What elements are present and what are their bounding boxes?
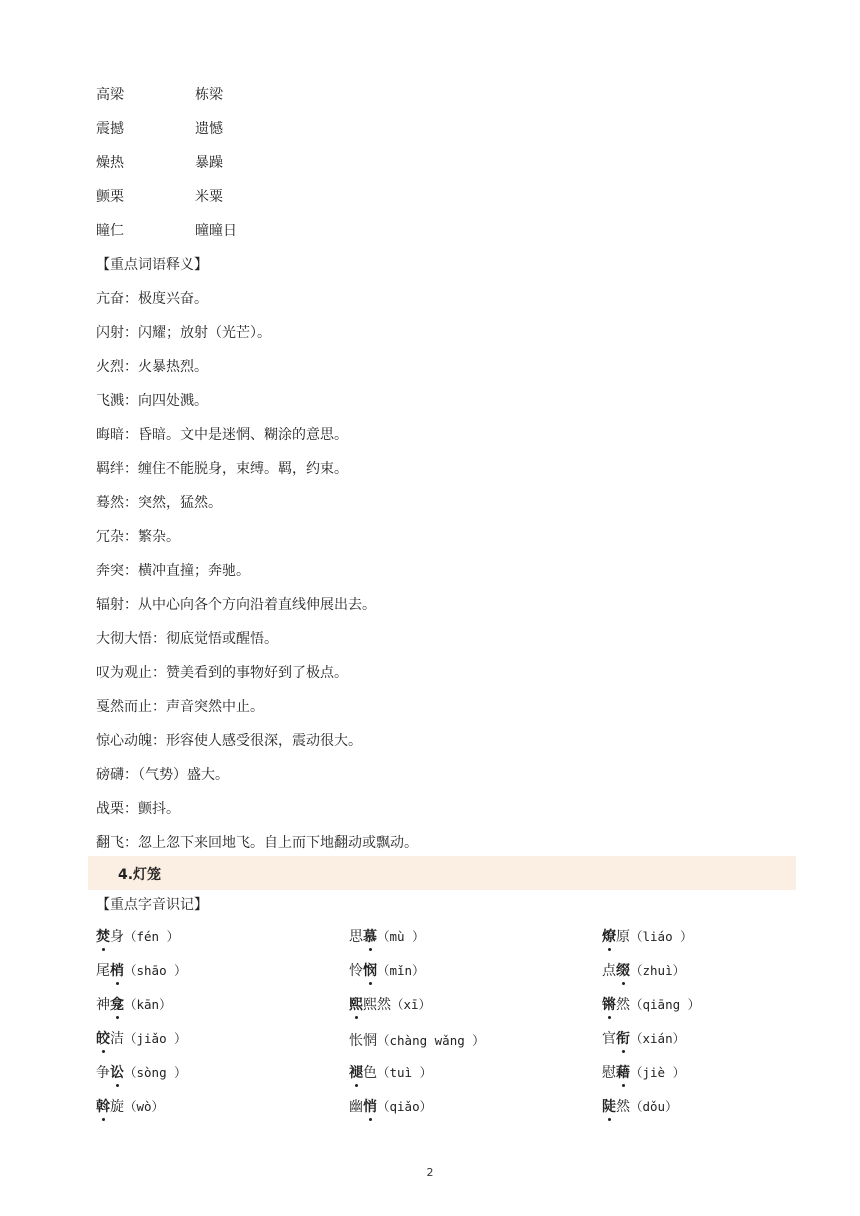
key-character: 熙: [349, 994, 363, 1016]
key-character: 梢: [110, 960, 124, 982]
pinyin-reading: （chàng wǎng ）: [377, 1033, 485, 1048]
pinyin-entry: [602, 960, 685, 982]
entry-suffix: 色: [363, 1065, 377, 1081]
entry-prefix: 幽: [349, 1099, 363, 1115]
key-character: 褪: [349, 1062, 363, 1084]
entry-prefix: 怜: [349, 963, 363, 979]
definition-item: 大彻大悟：彻底觉悟或醒悟。: [96, 631, 278, 647]
pinyin-row: [96, 1096, 796, 1120]
key-character: 悯: [363, 960, 377, 982]
word-b: 栋梁: [195, 87, 223, 103]
entry-suffix: 然: [616, 1099, 630, 1115]
word-a: 颤栗: [96, 189, 124, 205]
definitions-heading: 【重点词语释义】: [96, 257, 208, 273]
entry-prefix: 慰: [602, 1065, 616, 1081]
entry-prefix: 尾: [96, 963, 110, 979]
pinyin-entry: [96, 1096, 164, 1118]
pinyin-reading: （tuì ）: [377, 1065, 433, 1080]
entry-prefix: 争: [96, 1065, 110, 1081]
word-b: 米粟: [195, 189, 223, 205]
definition-item: 火烈：火暴热烈。: [96, 359, 208, 375]
key-character: 燎: [602, 926, 616, 948]
pinyin-reading: （jiǎo ）: [124, 1031, 187, 1046]
pinyin-reading: （mǐn）: [377, 963, 425, 978]
key-character: 悄: [363, 1096, 377, 1118]
entry-prefix: 点: [602, 963, 616, 979]
key-character: 皎: [96, 1028, 110, 1050]
pinyin-reading: （dǒu）: [630, 1099, 678, 1114]
definition-item: 翻飞：忽上忽下来回地飞。自上而下地翻动或飘动。: [96, 835, 418, 851]
pinyin-entry: [602, 1028, 685, 1050]
pinyin-entry: [96, 994, 172, 1016]
pinyin-entry: [96, 960, 187, 982]
entry-suffix: 身: [110, 929, 124, 945]
entry-prefix: 思: [349, 929, 363, 945]
pinyin-entry: [96, 1028, 187, 1050]
key-character: 焚: [96, 926, 110, 948]
pinyin-entry: [96, 1062, 187, 1084]
word-b: 遗憾: [195, 121, 223, 137]
word-a: 瞳仁: [96, 223, 124, 239]
definition-item: 晦暗：昏暗。文中是迷惘、糊涂的意思。: [96, 427, 348, 443]
pinyin-entry: [349, 926, 425, 948]
key-character: 慕: [363, 926, 377, 948]
entry-suffix: 洁: [110, 1031, 124, 1047]
pinyin-reading: （liáo ）: [630, 929, 693, 944]
word-b: 暴躁: [195, 155, 223, 171]
definition-item: 亢奋：极度兴奋。: [96, 291, 208, 307]
pinyin-entry: [349, 960, 425, 982]
entry-suffix: 怅惘: [349, 1033, 377, 1049]
entry-suffix: 旋: [110, 1099, 124, 1115]
section-title: 4.灯笼: [118, 867, 162, 883]
pinyin-row: [96, 1028, 796, 1052]
definition-item: 战栗：颤抖。: [96, 801, 180, 817]
pinyin-entry: [602, 994, 700, 1016]
definition-item: 叹为观止：赞美看到的事物好到了极点。: [96, 665, 348, 681]
definition-item: 奔突：横冲直撞；奔驰。: [96, 563, 250, 579]
pinyin-reading: （mù ）: [377, 929, 425, 944]
entry-suffix: 熙然: [363, 997, 391, 1013]
entry-suffix: 然: [616, 997, 630, 1013]
pinyin-row: [96, 1062, 796, 1086]
key-character: 藉: [616, 1062, 630, 1084]
key-character: 陡: [602, 1096, 616, 1118]
word-a: 震撼: [96, 121, 124, 137]
pinyin-reading: （qiāng ）: [630, 997, 701, 1012]
definition-item: 惊心动魄：形容使人感受很深，震动很大。: [96, 733, 362, 749]
section-header-bar: [88, 856, 796, 890]
pinyin-reading: （fén ）: [124, 929, 180, 944]
pinyin-reading: （sòng ）: [124, 1065, 187, 1080]
pinyin-row: [96, 994, 796, 1018]
pinyin-reading: （xián）: [630, 1031, 686, 1046]
pinyin-heading: 【重点字音识记】: [96, 897, 208, 913]
pinyin-reading: （xī）: [391, 997, 432, 1012]
entry-prefix: 神: [96, 997, 110, 1013]
key-character: 锵: [602, 994, 616, 1016]
pinyin-entry: [349, 1096, 432, 1118]
key-character: 龛: [110, 994, 124, 1016]
definition-item: 羁绊：缠住不能脱身，束缚。羁，约束。: [96, 461, 348, 477]
definition-item: 戛然而止：声音突然中止。: [96, 699, 264, 715]
pinyin-reading: （qiǎo）: [377, 1099, 433, 1114]
pinyin-row: [96, 926, 796, 950]
definition-item: 辐射：从中心向各个方向沿着直线伸展出去。: [96, 597, 376, 613]
pinyin-reading: （zhuì）: [630, 963, 686, 978]
key-character: 衔: [616, 1028, 630, 1050]
page-number: 2: [426, 1166, 434, 1179]
pinyin-entry: [349, 994, 431, 1016]
word-a: 高梁: [96, 87, 124, 103]
definition-item: 闪射：闪耀；放射（光芒）。: [96, 325, 271, 341]
pinyin-entry: [602, 1096, 678, 1118]
entry-suffix: 原: [616, 929, 630, 945]
definition-item: 冗杂：繁杂。: [96, 529, 180, 545]
pinyin-reading: （jiè ）: [630, 1065, 686, 1080]
word-a: 燥热: [96, 155, 124, 171]
pinyin-reading: （wò）: [124, 1099, 165, 1114]
key-character: 讼: [110, 1062, 124, 1084]
entry-prefix: 官: [602, 1031, 616, 1047]
pinyin-row: [96, 960, 796, 984]
key-character: 斡: [96, 1096, 110, 1118]
pinyin-reading: （kān）: [124, 997, 172, 1012]
pinyin-entry: [349, 1030, 485, 1052]
pinyin-entry: [602, 1062, 685, 1084]
definition-item: 飞溅：向四处溅。: [96, 393, 208, 409]
definition-item: 蓦然：突然，猛然。: [96, 495, 222, 511]
pinyin-entry: [349, 1062, 432, 1084]
pinyin-reading: （shāo ）: [124, 963, 187, 978]
key-character: 缀: [616, 960, 630, 982]
word-b: 曈曈日: [195, 223, 237, 239]
pinyin-entry: [602, 926, 693, 948]
pinyin-entry: [96, 926, 179, 948]
definition-item: 磅礴：（气势）盛大。: [96, 767, 229, 783]
